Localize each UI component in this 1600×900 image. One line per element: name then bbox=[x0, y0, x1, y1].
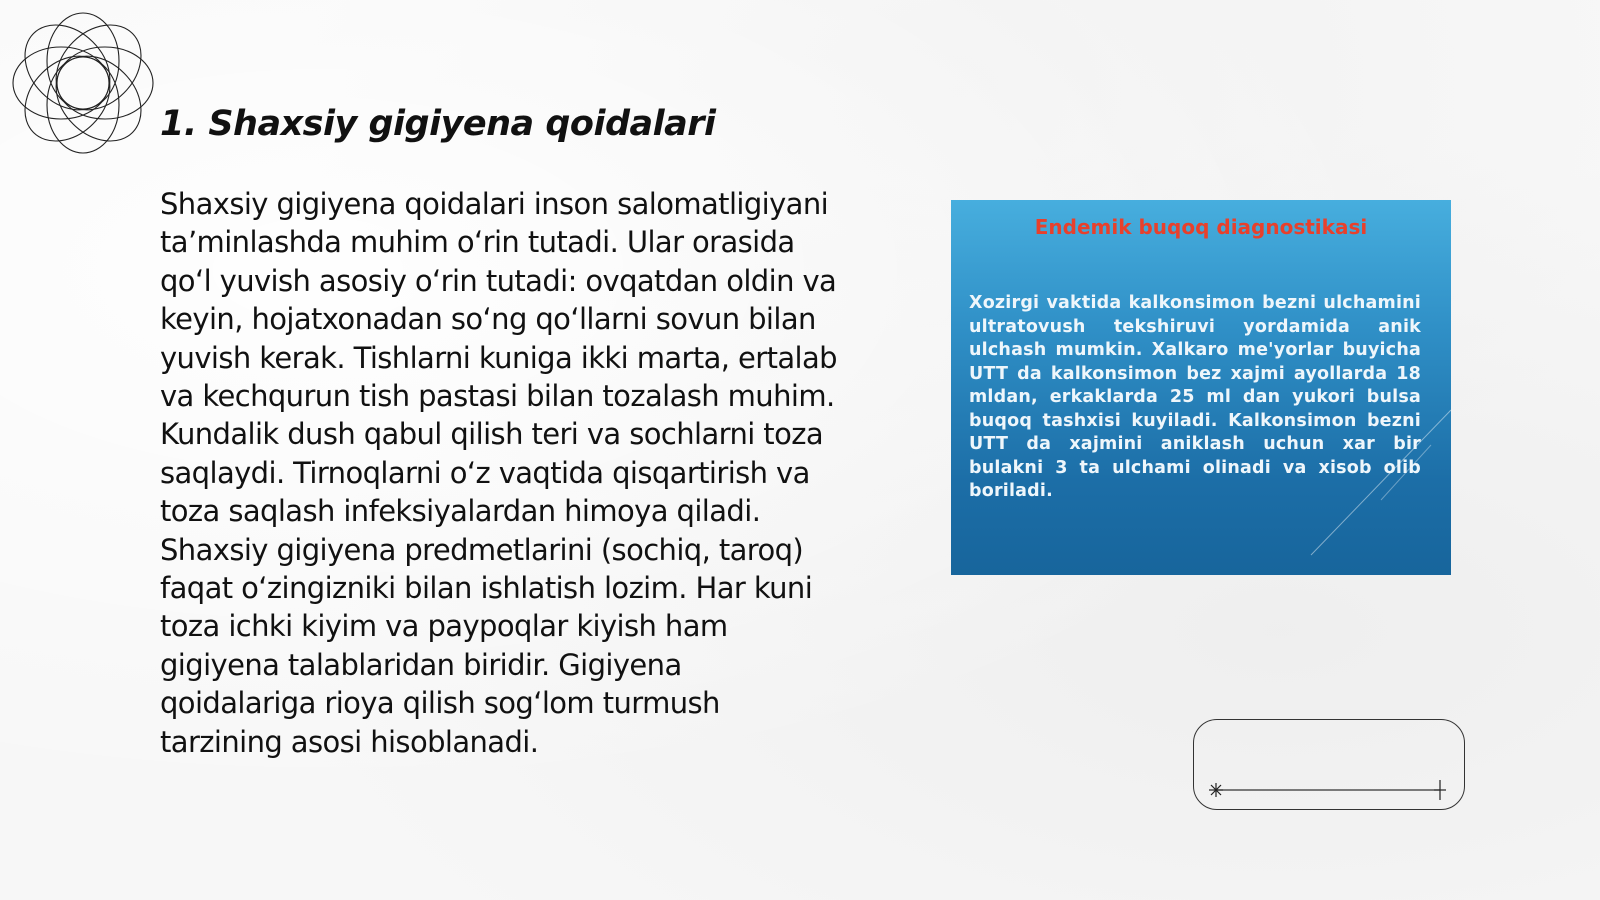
info-card-title: Endemik buqoq diagnostikasi bbox=[1034, 215, 1368, 239]
info-card-image bbox=[951, 200, 1451, 575]
spirograph-circle-icon bbox=[10, 10, 156, 156]
slide-title: 1. Shaxsiy gigiyena qoidalari bbox=[160, 104, 716, 144]
rounded-frame-line-icon bbox=[1194, 720, 1466, 811]
slide-body-text: Shaxsiy gigiyena qoidalari inson salomatligiyani ta’minlashda muhim o‘rin tutadi. Ular orasida qo‘l yuvish asosiy o‘rin tutadi: ovqatdan oldin va keyin, hojatxonadan so‘ng qo‘llarni sovun bilan yuvish kerak. Tishlarni kuniga ikki marta, ertalab va kechqurun tish pastasi bilan tozalash muhim. Kundalik dush qabul qilish teri va sochlarni toza saqlaydi. Tirnoqlarni o‘z vaqtida qisqartirish va toza saqlash infeksiyalardan himoya qiladi. Shaxsiy gigiyena predmetlarini (sochiq, taroq) faqat o‘zingizniki bilan ishlatish lozim. Har kuni toza ichki kiyim va paypoqlar kiyish ham gigiyena talablaridan biridir. Gigiyena qoidalariga rioya qilish sog‘lom turmush tarzining asosi hisoblanadi. bbox=[160, 187, 837, 759]
info-card-body: Xozirgi vaktida kalkonsimon bezni ulchamini ultratovush tekshiruvi yordamida anik ulchash mumkin. Xalkaro me'yorlar buyicha UTT da kalkonsimon bez xajmi ayollarda 18 mldan, erkaklarda 25 ml dan yukori bulsa buqoq tashxisi kuyiladi. Kalkonsimon bezni UTT da xajmini aniklash uchun xar bir bulakni 3 ta ulchami olinadi va xisob olib boriladi. bbox=[969, 293, 1421, 501]
decorative-rounded-frame bbox=[1193, 719, 1465, 810]
